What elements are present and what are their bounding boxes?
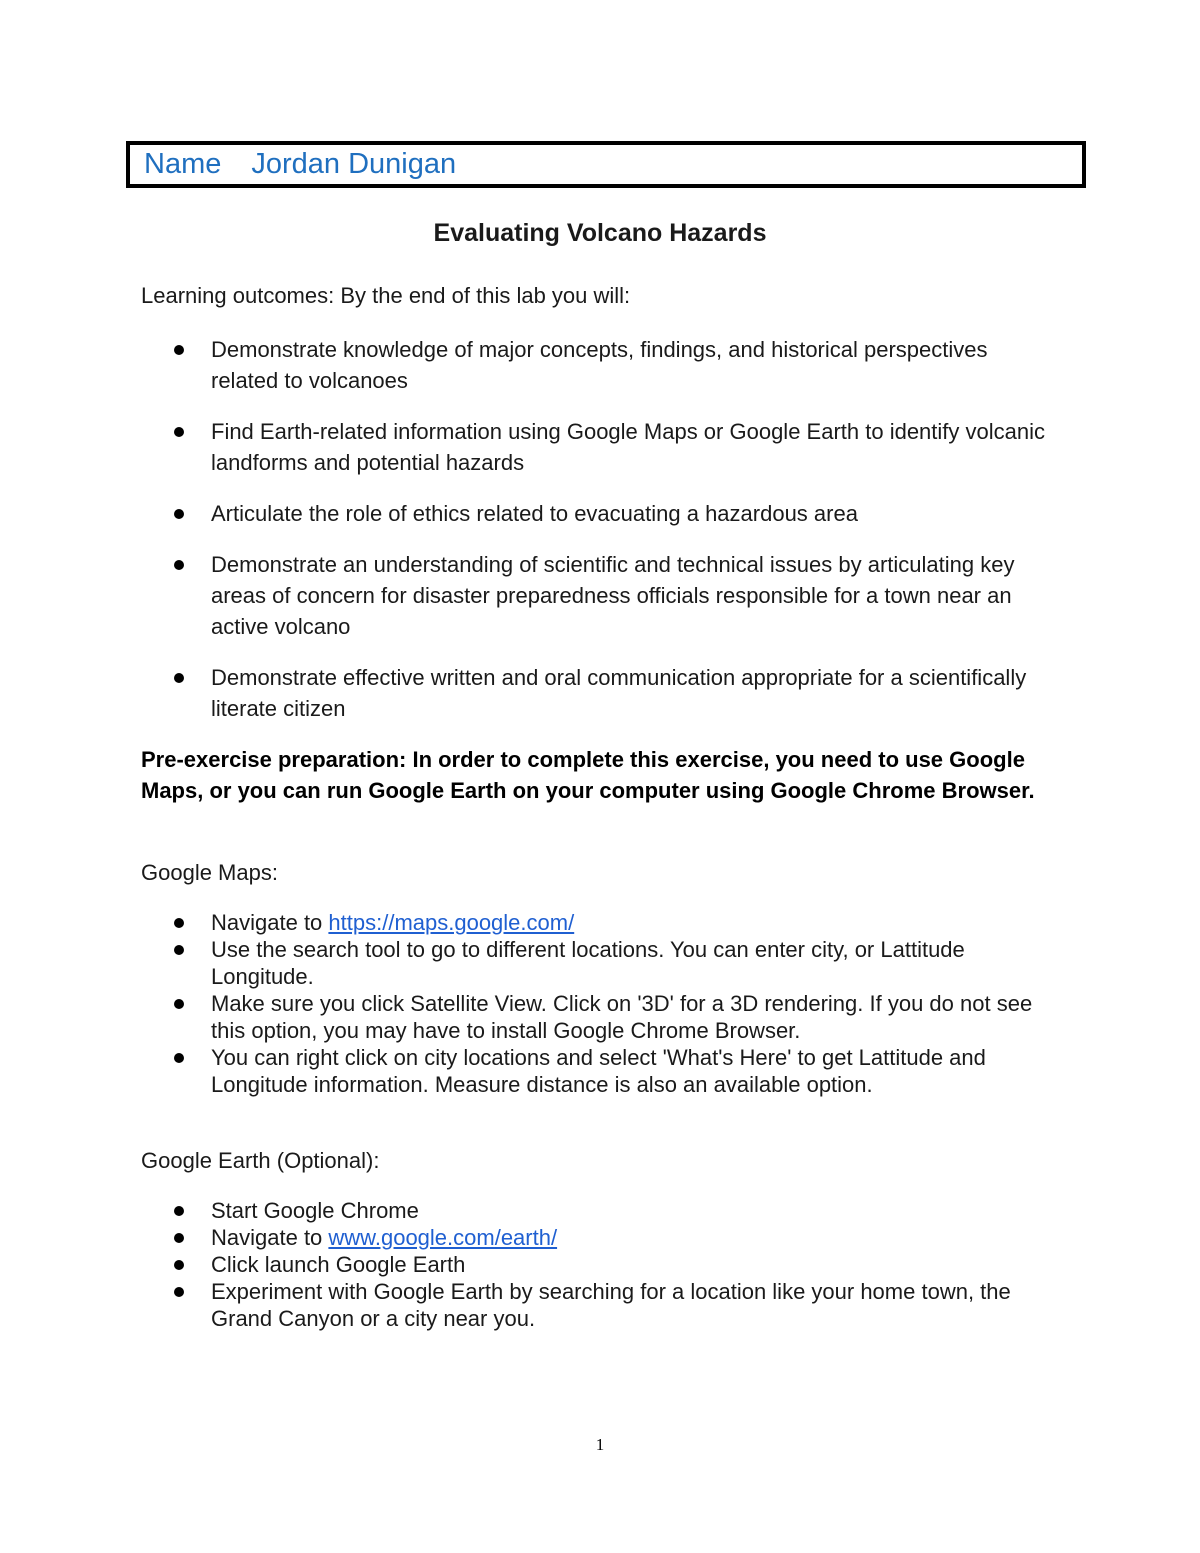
earth-text: Experiment with Google Earth by searching for a location like your home town, the Grand Canyon or a city near you. — [211, 1279, 1011, 1331]
bullet-dot-icon — [174, 427, 184, 437]
outcome-text: Demonstrate knowledge of major concepts, findings, and historical perspectives related to volcanoes — [211, 337, 988, 393]
outcome-text: Demonstrate an understanding of scientific and technical issues by articulating key areas of concern for disaster preparedness officials responsible for a town near an active volcano — [211, 552, 1015, 639]
name-box — [126, 141, 1086, 188]
bullet-dot-icon — [174, 945, 184, 955]
outcome-item — [174, 549, 1049, 642]
maps-item — [174, 909, 1049, 936]
name-value: Jordan Dunigan — [251, 148, 457, 180]
bullet-dot-icon — [174, 1233, 184, 1243]
maps-link[interactable]: https://maps.google.com/ — [328, 910, 575, 935]
earth-nav-text — [211, 1224, 1049, 1251]
bullet-dot-icon — [174, 509, 184, 519]
earth-text: Start Google Chrome — [211, 1198, 419, 1223]
maps-item — [174, 990, 1049, 1044]
earth-item — [174, 1278, 1049, 1332]
maps-text: Make sure you click Satellite View. Click on '3D' for a 3D rendering. If you do not see this option, you may have to install Google Chrome Browser. — [211, 991, 1033, 1043]
google-maps-heading: Google Maps: — [141, 860, 278, 885]
outcome-text: Articulate the role of ethics related to evacuating a hazardous area — [211, 501, 858, 526]
google-earth-heading: Google Earth (Optional): — [141, 1148, 380, 1173]
bullet-dot-icon — [174, 1053, 184, 1063]
page-number: 1 — [595, 1435, 605, 1454]
maps-nav-text — [211, 909, 1049, 936]
bullet-dot-icon — [174, 673, 184, 683]
earth-text: Click launch Google Earth — [211, 1252, 466, 1277]
pre-exercise-note: Pre-exercise preparation: In order to complete this exercise, you need to use Google Maps, or you can run Google Earth on your computer using Google Chrome Browser. — [141, 747, 1035, 803]
earth-item — [174, 1251, 1049, 1278]
maps-item — [174, 936, 1049, 990]
bullet-dot-icon — [174, 918, 184, 928]
earth-item — [174, 1197, 1049, 1224]
learning-outcomes-intro: Learning outcomes: By the end of this lab you will: — [141, 283, 631, 308]
name-label: Name — [144, 148, 222, 180]
earth-link[interactable]: www.google.com/earth/ — [328, 1225, 558, 1250]
outcome-item — [174, 416, 1049, 478]
bullet-dot-icon — [174, 1206, 184, 1216]
earth-item — [174, 1224, 1049, 1251]
outcome-item — [174, 498, 1049, 529]
document-title: Evaluating Volcano Hazards — [433, 219, 767, 247]
maps-text: Use the search tool to go to different locations. You can enter city, or Lattitude Longitude. — [211, 937, 965, 989]
bullet-dot-icon — [174, 1287, 184, 1297]
outcome-text: Find Earth-related information using Google Maps or Google Earth to identify volcanic landforms and potential hazards — [211, 419, 1045, 475]
bullet-dot-icon — [174, 345, 184, 355]
maps-nav-prefix: Navigate to — [211, 910, 329, 935]
bullet-dot-icon — [174, 1260, 184, 1270]
earth-nav-prefix: Navigate to — [211, 1225, 329, 1250]
maps-item — [174, 1044, 1049, 1098]
bullet-dot-icon — [174, 560, 184, 570]
maps-text: You can right click on city locations and select 'What's Here' to get Lattitude and Longitude information. Measure distance is also an available option. — [211, 1045, 986, 1097]
outcome-item — [174, 334, 1049, 396]
outcome-text: Demonstrate effective written and oral communication appropriate for a scientifically literate citizen — [211, 665, 1027, 721]
outcome-item — [174, 662, 1049, 724]
bullet-dot-icon — [174, 999, 184, 1009]
